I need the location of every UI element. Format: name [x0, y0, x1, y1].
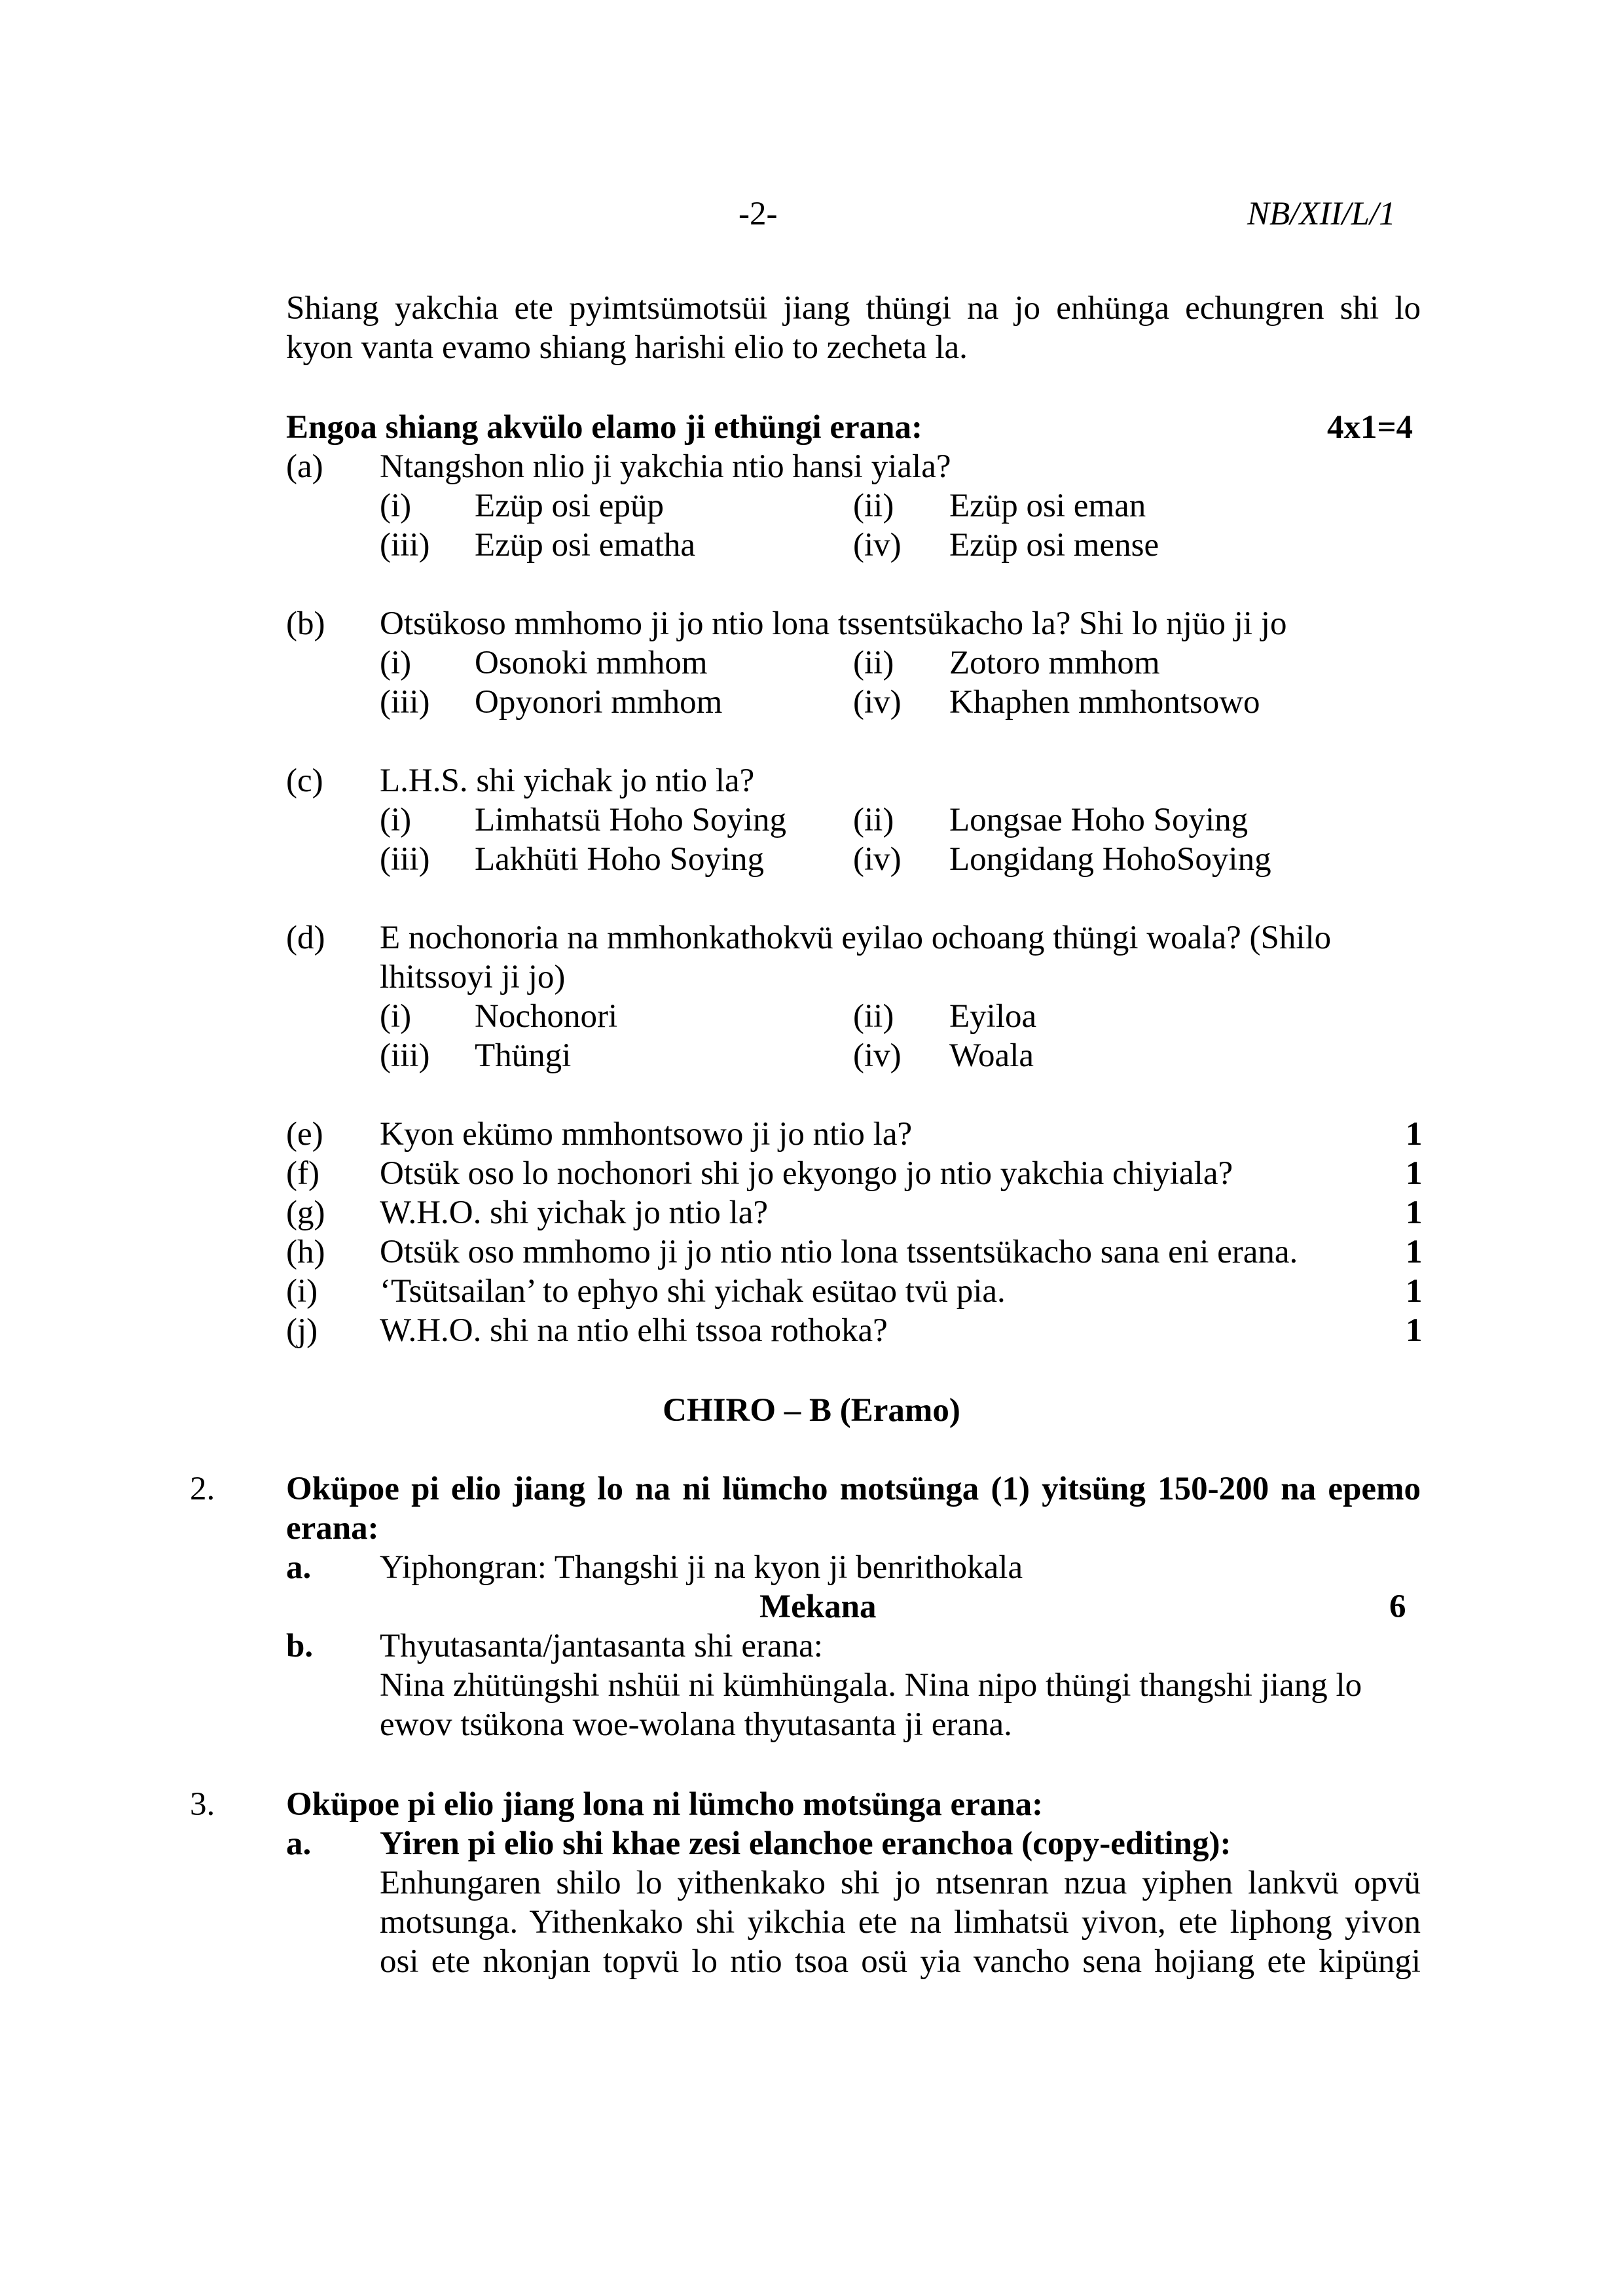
sub-question-label: a.	[286, 1825, 312, 1862]
short-question-label: (g)	[286, 1194, 325, 1231]
short-question-text: Otsük oso lo nochonori shi jo ekyongo jo ntio yakchia chiyiala?	[380, 1155, 1233, 1192]
passage-line-1: Enhungaren shilo lo yithenkako shi jo ntsenran nzua yiphen lankvü opvü	[380, 1865, 1421, 1901]
sub-question-label: b.	[286, 1628, 314, 1664]
option-text: Limhatsü Hoho Soying	[475, 802, 787, 838]
or-separator: Mekana	[759, 1588, 877, 1625]
sub-question-text: Yiphongran: Thangshi ji na kyon ji benrithokala	[380, 1549, 1023, 1586]
option-text: Ezüp osi epüp	[475, 488, 664, 524]
option-number: (iii)	[380, 841, 430, 878]
option-number: (i)	[380, 998, 412, 1035]
intro-line-1: Shiang yakchia ete pyimtsümotsüi jiang thüngi na jo enhünga echungren shi lo	[286, 290, 1421, 327]
short-question-mark: 1	[1406, 1273, 1423, 1310]
option-text: Khaphen mmhontsowo	[949, 684, 1260, 721]
sub-question-text: Nina zhütüngshi nshüi ni kümhüngala. Nina nipo thüngi thangshi jiang lo	[380, 1667, 1362, 1704]
option-text: Ezüp osi eman	[949, 488, 1146, 524]
short-question-mark: 1	[1406, 1234, 1423, 1270]
short-question-mark: 1	[1406, 1312, 1423, 1349]
option-number: (ii)	[853, 645, 894, 681]
passage-line-2: motsunga. Yithenkako shi yikchia ete na limhatsü yivon, ete liphong yivon	[380, 1904, 1421, 1941]
option-text: Opyonori mmhom	[475, 684, 723, 721]
sub-question-text: ewov tsükona woe-wolana thyutasanta ji erana.	[380, 1706, 1012, 1743]
option-number: (ii)	[853, 998, 894, 1035]
section-a-marks: 4x1=4	[1327, 409, 1413, 446]
mcq-label: (c)	[286, 762, 323, 799]
option-number: (i)	[380, 645, 412, 681]
mcq-question: L.H.S. shi yichak jo ntio la?	[380, 762, 755, 799]
question-2-prompt-line-2: erana:	[286, 1510, 379, 1547]
option-number: (iii)	[380, 527, 430, 564]
option-number: (iv)	[853, 841, 902, 878]
question-2-prompt-line-1: Oküpoe pi elio jiang lo na ni lümcho motsünga (1) yitsüng 150-200 na epemo	[286, 1471, 1421, 1507]
short-question-text: ‘Tsütsailan’ to ephyo shi yichak esütao tvü pia.	[380, 1273, 1006, 1310]
option-text: Longidang HohoSoying	[949, 841, 1271, 878]
option-text: Zotoro mmhom	[949, 645, 1160, 681]
question-2-marks: 6	[1389, 1588, 1406, 1625]
mcq-label: (b)	[286, 605, 325, 642]
option-number: (iv)	[853, 1037, 902, 1074]
option-number: (i)	[380, 802, 412, 838]
option-number: (iv)	[853, 684, 902, 721]
passage-line-3: osi ete nkonjan topvü lo ntio tsoa osü yia vancho sena hojiang ete kipüngi	[380, 1943, 1421, 1980]
option-number: (i)	[380, 488, 412, 524]
short-question-label: (e)	[286, 1116, 323, 1153]
short-question-mark: 1	[1406, 1194, 1423, 1231]
question-number: 3.	[190, 1786, 215, 1823]
option-text: Nochonori	[475, 998, 618, 1035]
short-question-label: (f)	[286, 1155, 319, 1192]
sub-question-text: Thyutasanta/jantasanta shi erana:	[380, 1628, 823, 1664]
option-text: Ezüp osi mense	[949, 527, 1159, 564]
option-number: (ii)	[853, 488, 894, 524]
sub-question-heading: Yiren pi elio shi khae zesi elanchoe eranchoa (copy-editing):	[380, 1825, 1231, 1862]
option-text: Thüngi	[475, 1037, 572, 1074]
short-question-label: (h)	[286, 1234, 325, 1270]
mcq-question: Ntangshon nlio ji yakchia ntio hansi yiala?	[380, 448, 951, 485]
short-question-text: Otsük oso mmhomo ji jo ntio ntio lona tssentsükacho sana eni erana.	[380, 1234, 1298, 1270]
option-number: (ii)	[853, 802, 894, 838]
mcq-label: (d)	[286, 920, 325, 956]
option-text: Woala	[949, 1037, 1034, 1074]
option-text: Osonoki mmhom	[475, 645, 708, 681]
option-text: Lakhüti Hoho Soying	[475, 841, 764, 878]
option-text: Longsae Hoho Soying	[949, 802, 1249, 838]
short-question-mark: 1	[1406, 1116, 1423, 1153]
mcq-question-continued: lhitssoyi ji jo)	[380, 959, 566, 996]
short-question-label: (j)	[286, 1312, 318, 1349]
section-a-instruction: Engoa shiang akvülo elamo ji ethüngi erana:	[286, 409, 922, 446]
mcq-question: Otsükoso mmhomo ji jo ntio lona tssentsükacho la? Shi lo njüo ji jo	[380, 605, 1287, 642]
question-number: 2.	[190, 1471, 215, 1507]
short-question-label: (i)	[286, 1273, 318, 1310]
page-number: -2-	[739, 196, 778, 232]
option-text: Ezüp osi ematha	[475, 527, 696, 564]
mcq-question: E nochonoria na mmhonkathokvü eyilao ochoang thüngi woala? (Shilo	[380, 920, 1332, 956]
short-question-text: W.H.O. shi na ntio elhi tssoa rothoka?	[380, 1312, 888, 1349]
intro-line-2: kyon vanta evamo shiang harishi elio to zecheta la.	[286, 329, 968, 366]
sub-question-label: a.	[286, 1549, 312, 1586]
short-question-text: Kyon ekümo mmhontsowo ji jo ntio la?	[380, 1116, 913, 1153]
question-3-prompt: Oküpoe pi elio jiang lona ni lümcho motsünga erana:	[286, 1786, 1044, 1823]
short-question-text: W.H.O. shi yichak jo ntio la?	[380, 1194, 769, 1231]
option-number: (iii)	[380, 684, 430, 721]
paper-code: NB/XII/L/1	[1247, 196, 1396, 232]
short-question-mark: 1	[1406, 1155, 1423, 1192]
mcq-label: (a)	[286, 448, 323, 485]
option-text: Eyiloa	[949, 998, 1037, 1035]
option-number: (iii)	[380, 1037, 430, 1074]
section-b-heading: CHIRO – B (Eramo)	[663, 1392, 960, 1429]
option-number: (iv)	[853, 527, 902, 564]
